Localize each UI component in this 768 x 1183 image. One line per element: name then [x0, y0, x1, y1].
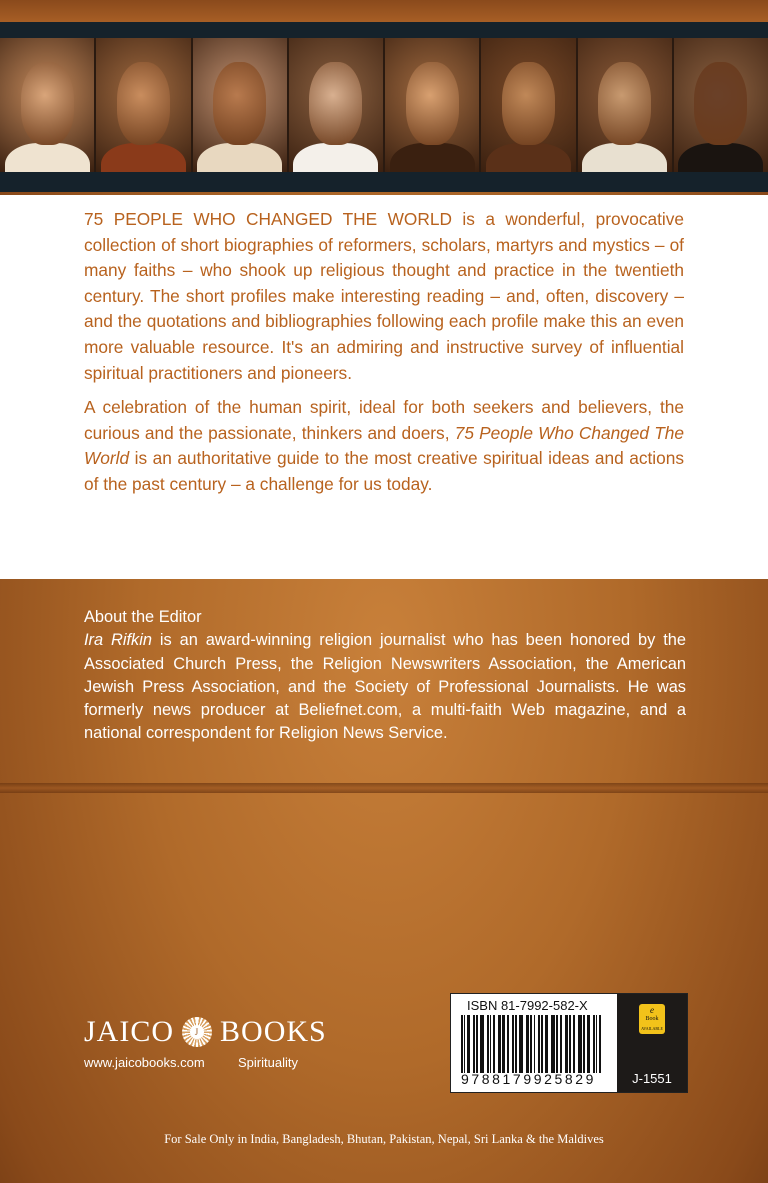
barcode-bar	[512, 1015, 514, 1073]
portrait-face	[598, 62, 651, 145]
barcode-bar	[476, 1015, 478, 1073]
barcode-bar	[534, 1015, 535, 1073]
barcode-bar	[461, 1015, 463, 1073]
barcode-bar	[551, 1015, 555, 1073]
barcode-bar	[593, 1015, 595, 1073]
barcode-bar	[538, 1015, 540, 1073]
logo-text-left: JAICO	[84, 1015, 175, 1048]
portrait-7	[578, 38, 672, 172]
book-title: 75 People Who Changed The World	[84, 422, 684, 469]
editor-heading: About the Editor	[84, 608, 202, 626]
about-editor	[84, 606, 686, 746]
portrait-face	[21, 62, 74, 145]
barcode-box	[450, 993, 688, 1093]
logo-text-right: BOOKS	[220, 1015, 327, 1048]
genre-label: Spirituality	[238, 1055, 298, 1070]
barcode-bar	[560, 1015, 562, 1073]
portrait-6	[481, 38, 575, 172]
portrait-5	[385, 38, 479, 172]
portrait-3	[193, 38, 287, 172]
barcode-bar	[587, 1015, 590, 1073]
barcode-bar	[493, 1015, 495, 1073]
portrait-1	[0, 38, 94, 172]
barcode-bar	[573, 1015, 575, 1073]
portrait-body	[486, 143, 571, 172]
barcode-bar	[487, 1015, 489, 1073]
blurb-text: A celebration of the human spirit, ideal for both seekers and believers, the curious and the passionate, thinkers and doers,	[84, 397, 684, 443]
portrait-face	[309, 62, 362, 145]
publisher-logo	[84, 1015, 327, 1049]
portrait-8	[674, 38, 768, 172]
publisher-url[interactable]: www.jaicobooks.com	[84, 1055, 205, 1070]
barcode-bar	[507, 1015, 509, 1073]
barcode-bar	[578, 1015, 582, 1073]
sun-emblem-icon	[182, 1017, 212, 1047]
portrait-face	[502, 62, 555, 145]
divider	[0, 783, 768, 793]
editor-name: Ira Rifkin	[84, 631, 152, 650]
barcode-bar	[541, 1015, 543, 1073]
barcode-bar	[530, 1015, 532, 1073]
blurb-text: is an authoritative guide to the most creative spiritual ideas and actions of the past century – a challenge for us today.	[84, 448, 684, 494]
portrait-body	[293, 143, 378, 172]
catalog-code: J-1551	[632, 1071, 672, 1086]
isbn: ISBN 81-7992-582-X	[467, 998, 588, 1013]
portrait-body	[678, 143, 763, 172]
barcode-bar	[545, 1015, 548, 1073]
barcode-bars	[461, 1015, 607, 1073]
barcode-bar	[583, 1015, 585, 1073]
portrait-body	[390, 143, 475, 172]
barcode-bar	[473, 1015, 475, 1073]
blurb-paragraph-2	[84, 395, 684, 497]
barcode-bar	[490, 1015, 491, 1073]
barcode-digits: 9788179925829	[461, 1071, 597, 1087]
portrait-strip	[0, 38, 768, 172]
portrait-face	[406, 62, 459, 145]
barcode-bar	[519, 1015, 523, 1073]
barcode-bar	[596, 1015, 597, 1073]
blurb-paragraph-1: 75 PEOPLE WHO CHANGED THE WORLD is a wonderful, provocative collection of short biographies of reformers, scholars, martyrs and mystics – of many faiths – who shook up religious thought and practice in the twentieth century. The short profiles make interesting reading – and, often, discovery – and the quotations and bibliographies following each profile make this an even more valuable resource. It's an admiring and instructive survey of influential spiritual practitioners and pioneers.	[84, 209, 684, 383]
barcode-bar	[480, 1015, 484, 1073]
barcode-bar	[565, 1015, 568, 1073]
barcode-bar	[556, 1015, 558, 1073]
portrait-body	[101, 143, 186, 172]
barcode-bar	[569, 1015, 571, 1073]
barcode-bar	[502, 1015, 505, 1073]
barcode-bar	[526, 1015, 529, 1073]
portrait-body	[197, 143, 282, 172]
portrait-4	[289, 38, 383, 172]
portrait-2	[96, 38, 190, 172]
editor-bio	[84, 629, 686, 745]
barcode-bar	[467, 1015, 470, 1073]
barcode-bar	[464, 1015, 465, 1073]
barcode-bar	[498, 1015, 501, 1073]
barcode-bar	[515, 1015, 517, 1073]
sale-notice: For Sale Only in India, Bangladesh, Bhutan, Pakistan, Nepal, Sri Lanka & the Maldives	[164, 1132, 604, 1146]
emblem-letter: J	[190, 1025, 204, 1039]
portrait-body	[5, 143, 90, 172]
portrait-body	[582, 143, 667, 172]
editor-bio-text: is an award-winning religion journalist who has been honored by the Associated Church Press, the Religion Newswriters Association, the American Jewish Press Association, and the Society of Professional Journalists. He was formerly news producer at Beliefnet.com, a multi-faith Web magazine, and a national correspondent for Religion News Service.	[84, 631, 687, 743]
portrait-face	[117, 62, 170, 145]
portrait-face	[694, 62, 747, 145]
ebook-available-icon: e Book AVAILABLE	[639, 1004, 665, 1034]
portrait-face	[213, 62, 266, 145]
barcode-bar	[599, 1015, 601, 1073]
blurb-box	[0, 195, 768, 579]
top-band	[0, 0, 768, 22]
